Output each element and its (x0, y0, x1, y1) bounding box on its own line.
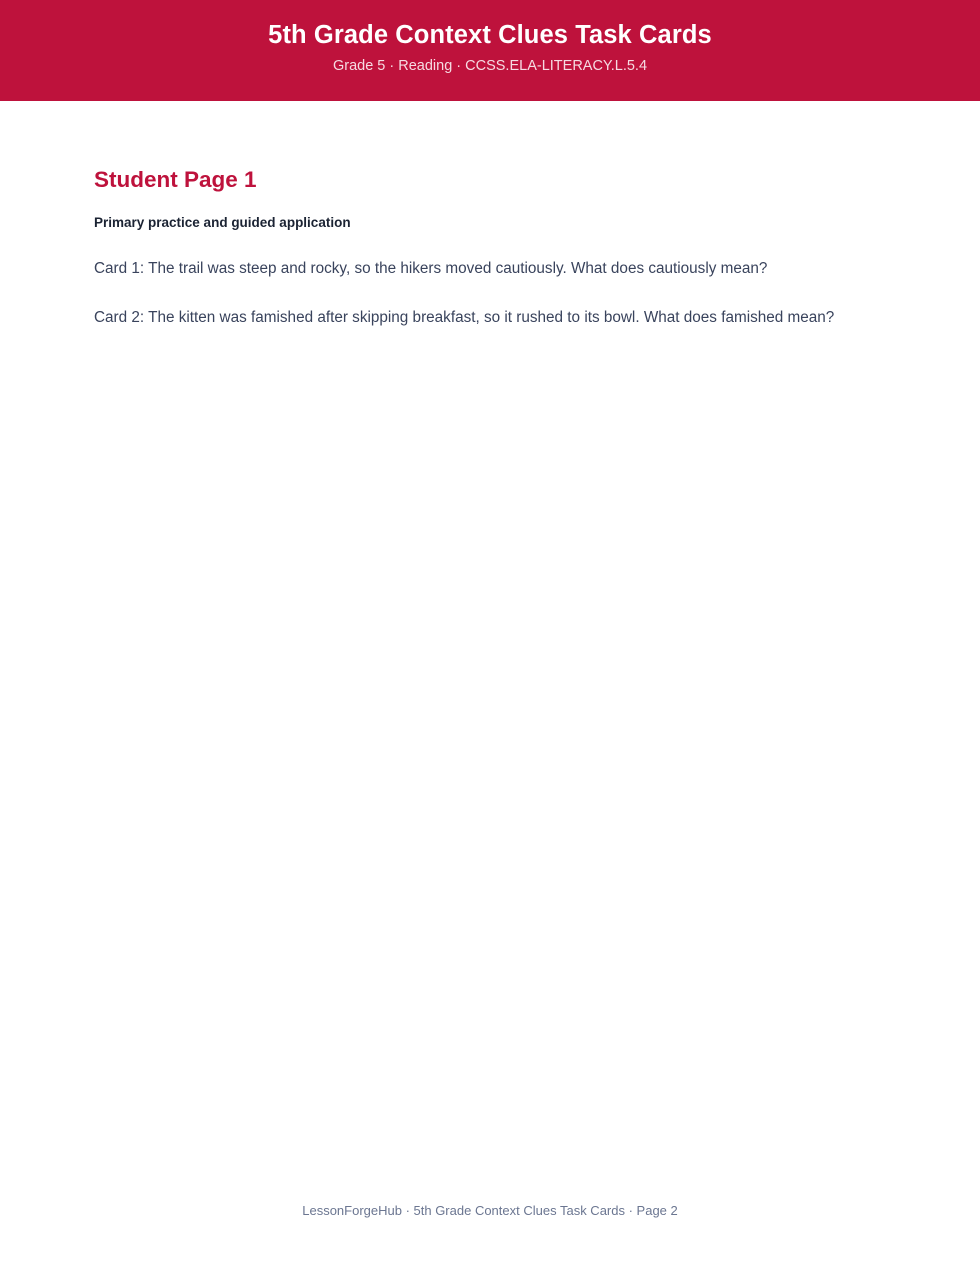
page-body (0, 101, 980, 330)
document-footer (0, 1202, 980, 1220)
task-card-item: Card 1: The trail was steep and rocky, so the hikers moved cautiously. What does cautiously mean? (94, 260, 768, 277)
student-page-section (94, 101, 886, 330)
header-subtitle: Grade 5 · Reading · CCSS.ELA-LITERACY.L.5.4 (332, 58, 648, 74)
footer-text: LessonForgeHub · 5th Grade Context Clues Task Cards · Page 2 (302, 1203, 678, 1218)
section-subtitle: Primary practice and guided application (94, 215, 351, 230)
task-card-list (94, 256, 886, 330)
page-title: 5th Grade Context Clues Task Cards (268, 21, 712, 49)
section-title: Student Page 1 (94, 167, 257, 192)
document-header (0, 0, 980, 101)
task-card-item: Card 2: The kitten was famished after skipping breakfast, so it rushed to its bowl. What does famished mean? (94, 309, 835, 326)
